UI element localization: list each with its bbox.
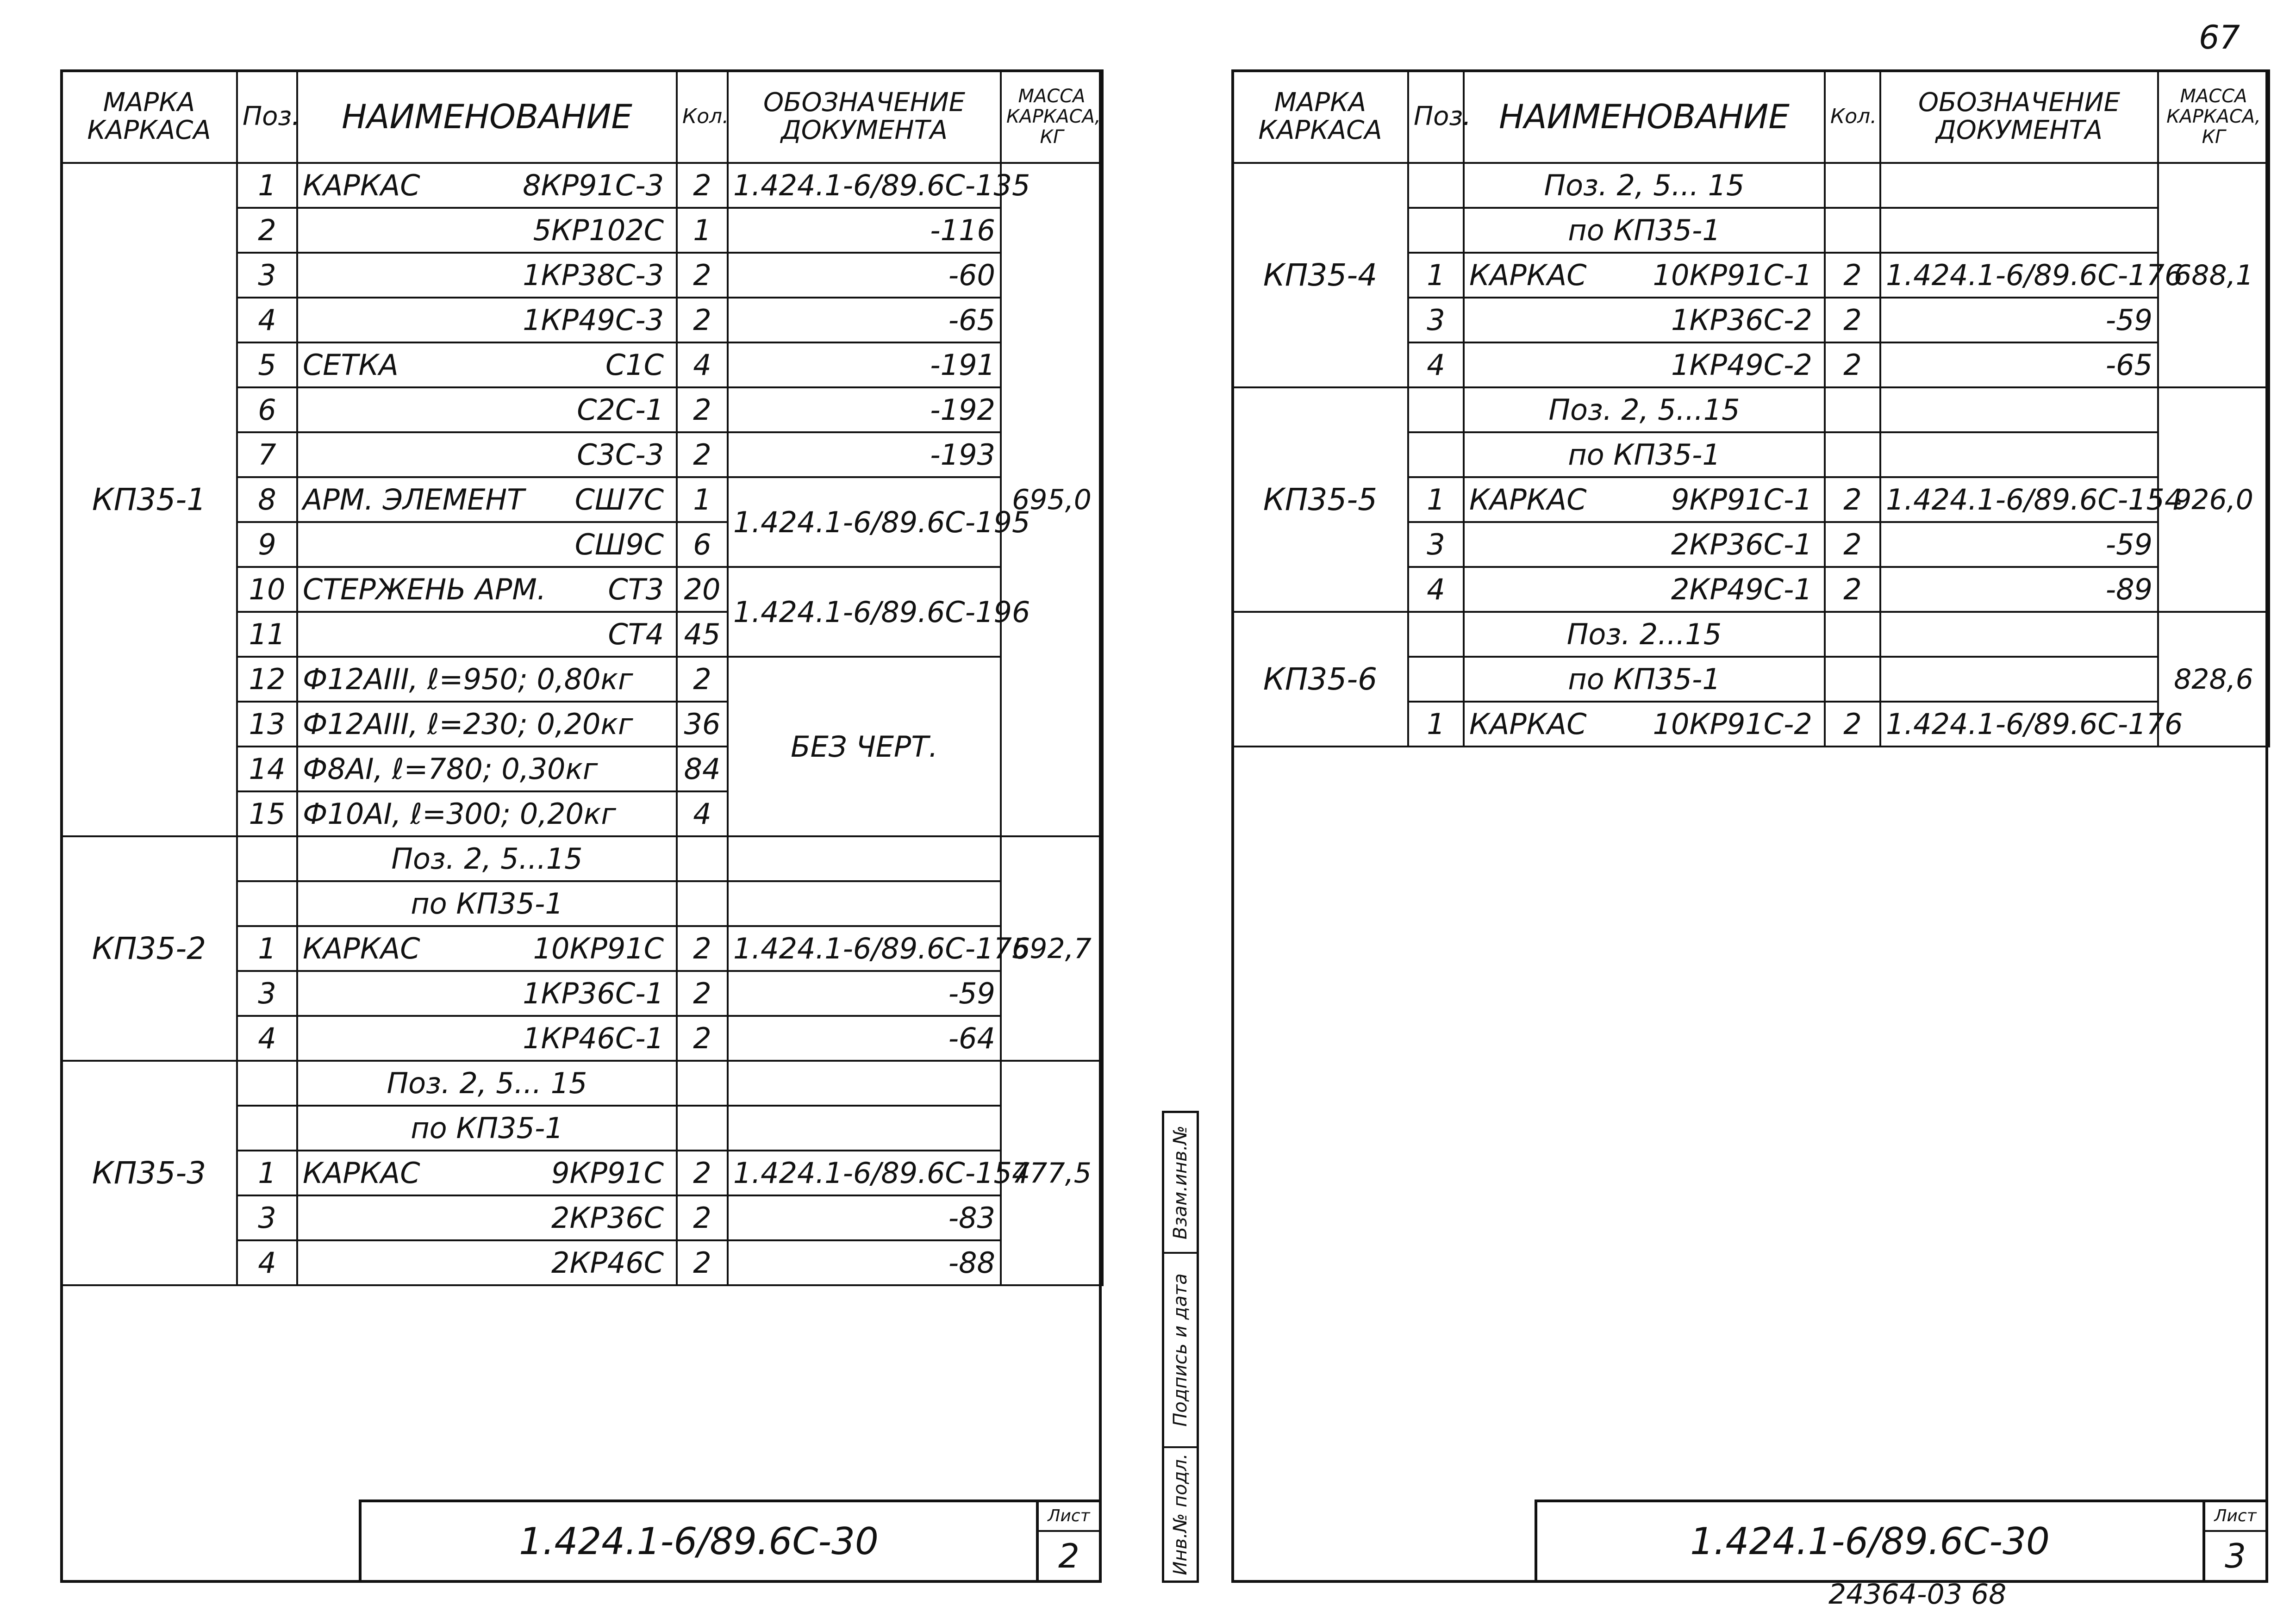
document-cell <box>1880 432 2158 477</box>
name-text: Поз. 2, 5... 15 <box>387 1066 587 1100</box>
name-cell <box>1464 567 1825 612</box>
quantity-cell: 36 <box>677 702 728 747</box>
quantity-cell: 2 <box>677 1151 728 1195</box>
document-cell <box>1880 657 2158 702</box>
quantity-cell: 2 <box>1825 522 1880 567</box>
frame-mark: КП35-3 <box>61 1061 237 1285</box>
item-code: 2КР46С <box>551 1246 664 1280</box>
header-mass: МАССА КАРКАСА, КГ <box>2158 70 2269 163</box>
name-cell <box>297 163 677 208</box>
item-code: СТ4 <box>608 617 664 651</box>
header-name: НАИМЕНОВАНИЕ <box>297 70 677 163</box>
position-cell: 3 <box>1408 298 1464 342</box>
document-cell: -65 <box>1880 342 2158 387</box>
quantity-cell: 2 <box>1825 342 1880 387</box>
name-cell <box>1464 163 1825 208</box>
item-code: 8КР91С-3 <box>523 168 664 202</box>
name-cell <box>1464 298 1825 342</box>
name-cell <box>297 791 677 836</box>
frame-mark: КП35-2 <box>61 836 237 1061</box>
position-cell: 1 <box>237 163 297 208</box>
position-cell: 6 <box>237 387 297 432</box>
name-cell <box>297 1061 677 1106</box>
item-type: КАРКАС <box>303 168 420 202</box>
name-cell <box>297 342 677 387</box>
name-cell <box>1464 612 1825 657</box>
header-name: НАИМЕНОВАНИЕ <box>1464 70 1825 163</box>
name-cell <box>297 432 677 477</box>
name-text: Поз. 2, 5... 15 <box>1544 168 1745 202</box>
name-cell <box>297 702 677 747</box>
position-cell: 4 <box>1408 567 1464 612</box>
sheet-number-right: 3 <box>2225 1537 2246 1575</box>
name-cell <box>1464 253 1825 298</box>
quantity-cell <box>677 881 728 926</box>
header-doc: ОБОЗНАЧЕНИЕ ДОКУМЕНТА <box>1880 70 2158 163</box>
name-cell <box>1464 522 1825 567</box>
item-code: 2КР36С-1 <box>1671 528 1812 561</box>
name-cell <box>297 1151 677 1195</box>
document-cell <box>728 836 1001 881</box>
document-cell <box>728 881 1001 926</box>
name-text: Ф12АIII, ℓ=230; 0,20кг <box>303 707 633 741</box>
quantity-cell: 2 <box>677 926 728 971</box>
quantity-cell: 4 <box>677 342 728 387</box>
name-cell <box>297 836 677 881</box>
position-cell: 1 <box>1408 477 1464 522</box>
position-cell: 1 <box>237 1151 297 1195</box>
frame-mass: 695,0 <box>1001 163 1103 836</box>
sheet-number-left: 2 <box>1058 1537 1079 1575</box>
name-cell <box>1464 477 1825 522</box>
item-code: 9КР91С <box>551 1156 664 1190</box>
title-block-left <box>359 1500 1102 1583</box>
item-code: 10КР91С <box>533 932 664 965</box>
name-cell <box>1464 432 1825 477</box>
header-mass: МАССА КАРКАСА, КГ <box>1001 70 1103 163</box>
document-cell: 1.424.1-6/89.6С-176 <box>1880 253 2158 298</box>
item-code: С1С <box>605 348 664 382</box>
item-code: 1КР46С-1 <box>523 1021 664 1055</box>
quantity-cell: 2 <box>1825 477 1880 522</box>
strip-label-replace: Взам.инв.№ <box>1170 1125 1191 1240</box>
item-code: С2С-1 <box>577 393 664 427</box>
name-cell <box>297 926 677 971</box>
quantity-cell: 2 <box>677 971 728 1016</box>
document-cell: -89 <box>1880 567 2158 612</box>
bottom-code: 24364-03 68 <box>1828 1578 2007 1611</box>
document-cell: 1.424.1-6/89.6С-154 <box>728 1151 1001 1195</box>
position-cell <box>1408 208 1464 253</box>
position-cell: 3 <box>237 1195 297 1240</box>
position-cell: 3 <box>237 253 297 298</box>
table-row <box>61 163 1103 208</box>
item-code: 1КР36С-2 <box>1671 303 1812 337</box>
document-cell: -59 <box>1880 298 2158 342</box>
quantity-cell: 1 <box>677 477 728 522</box>
quantity-cell: 2 <box>677 163 728 208</box>
name-cell <box>297 522 677 567</box>
position-cell: 4 <box>1408 342 1464 387</box>
name-cell <box>1464 342 1825 387</box>
position-cell: 11 <box>237 612 297 657</box>
name-text: по КП35-1 <box>1568 662 1721 696</box>
position-cell: 2 <box>237 208 297 253</box>
quantity-cell: 2 <box>677 1240 728 1285</box>
item-code: 2КР36С <box>551 1201 664 1235</box>
item-code: 5КР102С <box>533 213 664 247</box>
side-strip <box>1162 1111 1199 1583</box>
quantity-cell: 1 <box>677 208 728 253</box>
position-cell: 3 <box>1408 522 1464 567</box>
document-cell <box>1880 387 2158 432</box>
sheet-label-right: Лист <box>2205 1502 2265 1532</box>
name-text: по КП35-1 <box>411 887 563 921</box>
position-cell: 5 <box>237 342 297 387</box>
quantity-cell: 2 <box>677 1195 728 1240</box>
document-cell: 1.424.1-6/89.6С-135 <box>728 163 1001 208</box>
quantity-cell: 2 <box>1825 567 1880 612</box>
document-cell: БЕЗ ЧЕРТ. <box>728 657 1001 836</box>
position-cell <box>1408 163 1464 208</box>
table-row <box>61 1061 1103 1106</box>
name-cell <box>297 298 677 342</box>
item-type: КАРКАС <box>303 1156 420 1190</box>
item-type: СЕТКА <box>303 348 399 382</box>
name-cell <box>297 747 677 791</box>
quantity-cell <box>677 1106 728 1151</box>
quantity-cell: 6 <box>677 522 728 567</box>
header-kol: Кол. <box>1825 70 1880 163</box>
position-cell: 4 <box>237 298 297 342</box>
quantity-cell <box>1825 657 1880 702</box>
name-text: Ф12АIII, ℓ=950; 0,80кг <box>303 662 633 696</box>
position-cell: 4 <box>237 1016 297 1061</box>
position-cell: 1 <box>1408 253 1464 298</box>
position-cell <box>1408 432 1464 477</box>
name-cell <box>297 971 677 1016</box>
document-cell <box>1880 163 2158 208</box>
quantity-cell <box>1825 208 1880 253</box>
position-cell: 9 <box>237 522 297 567</box>
document-cell <box>728 1061 1001 1106</box>
item-code: 9КР91С-1 <box>1671 483 1812 516</box>
item-code: СШ7С <box>574 483 664 516</box>
name-cell <box>297 208 677 253</box>
document-cell: -59 <box>1880 522 2158 567</box>
name-cell <box>297 1016 677 1061</box>
quantity-cell: 2 <box>1825 298 1880 342</box>
name-cell <box>297 253 677 298</box>
position-cell <box>1408 612 1464 657</box>
name-cell <box>1464 702 1825 747</box>
document-cell <box>1880 208 2158 253</box>
name-text: по КП35-1 <box>1568 213 1721 247</box>
name-cell <box>297 477 677 522</box>
document-cell: -83 <box>728 1195 1001 1240</box>
strip-label-signature: Подпись и дата <box>1170 1273 1191 1427</box>
header-pos: Поз. <box>237 70 297 163</box>
position-cell: 1 <box>1408 702 1464 747</box>
position-cell <box>237 881 297 926</box>
page-number: 67 <box>2199 19 2240 56</box>
name-text: Ф10АI, ℓ=300; 0,20кг <box>303 797 616 831</box>
item-type: КАРКАС <box>1469 707 1587 741</box>
position-cell: 10 <box>237 567 297 612</box>
frame-mass: 688,1 <box>2158 163 2269 387</box>
table-row <box>61 836 1103 881</box>
document-cell <box>728 1106 1001 1151</box>
position-cell <box>237 1106 297 1151</box>
quantity-cell: 2 <box>677 253 728 298</box>
item-type: КАРКАС <box>1469 483 1587 516</box>
item-type: КАРКАС <box>303 932 420 965</box>
item-type: АРМ. ЭЛЕМЕНТ <box>303 483 524 516</box>
frame-mass: 828,6 <box>2158 612 2269 747</box>
item-code: СШ9С <box>574 528 664 561</box>
header-mark: МАРКА КАРКАСА <box>1232 70 1408 163</box>
header-mark: МАРКА КАРКАСА <box>61 70 237 163</box>
position-cell <box>237 1061 297 1106</box>
quantity-cell <box>677 836 728 881</box>
item-code: 1КР49С-3 <box>523 303 664 337</box>
header-doc: ОБОЗНАЧЕНИЕ ДОКУМЕНТА <box>728 70 1001 163</box>
sheet-label-left: Лист <box>1039 1502 1099 1532</box>
name-cell <box>297 567 677 612</box>
document-cell: 1.424.1-6/89.6С-176 <box>728 926 1001 971</box>
spec-table-right <box>1231 69 2270 747</box>
position-cell: 12 <box>237 657 297 702</box>
quantity-cell <box>1825 387 1880 432</box>
table-row <box>1232 387 2269 432</box>
position-cell <box>1408 657 1464 702</box>
name-cell <box>297 1195 677 1240</box>
name-text: Ф8АI, ℓ=780; 0,30кг <box>303 752 598 786</box>
quantity-cell: 84 <box>677 747 728 791</box>
quantity-cell: 2 <box>1825 702 1880 747</box>
position-cell: 1 <box>237 926 297 971</box>
quantity-cell <box>1825 163 1880 208</box>
name-text: Поз. 2, 5...15 <box>1548 393 1740 427</box>
quantity-cell: 2 <box>677 387 728 432</box>
item-type: КАРКАС <box>1469 258 1587 292</box>
document-cell: -59 <box>728 971 1001 1016</box>
document-cell: -116 <box>728 208 1001 253</box>
position-cell: 3 <box>237 971 297 1016</box>
quantity-cell <box>677 1061 728 1106</box>
quantity-cell <box>1825 612 1880 657</box>
name-text: Поз. 2...15 <box>1566 617 1722 651</box>
item-code: 1КР49С-2 <box>1671 348 1812 382</box>
item-code: С3С-3 <box>577 438 664 472</box>
document-cell: -191 <box>728 342 1001 387</box>
name-text: Поз. 2, 5...15 <box>391 842 583 876</box>
document-cell: 1.424.1-6/89.6С-176 <box>1880 702 2158 747</box>
item-code: 2КР49С-1 <box>1671 572 1812 606</box>
document-cell: -193 <box>728 432 1001 477</box>
frame-mark: КП35-1 <box>61 163 237 836</box>
frame-mark: КП35-5 <box>1232 387 1408 612</box>
document-cell: 1.424.1-6/89.6С-195 <box>728 477 1001 567</box>
document-cell: -192 <box>728 387 1001 432</box>
header-pos: Поз. <box>1408 70 1464 163</box>
position-cell: 8 <box>237 477 297 522</box>
frame-mark: КП35-4 <box>1232 163 1408 387</box>
name-cell <box>297 387 677 432</box>
frame-mass: 777,5 <box>1001 1061 1103 1285</box>
document-cell <box>1880 612 2158 657</box>
document-code-right: 1.424.1-6/89.6С-30 <box>1537 1502 2205 1580</box>
quantity-cell <box>1825 432 1880 477</box>
item-code: СТ3 <box>608 572 664 606</box>
name-text: по КП35-1 <box>411 1111 563 1145</box>
table-row <box>1232 612 2269 657</box>
quantity-cell: 20 <box>677 567 728 612</box>
document-cell: 1.424.1-6/89.6С-154 <box>1880 477 2158 522</box>
name-cell <box>297 881 677 926</box>
document-cell: -65 <box>728 298 1001 342</box>
item-code: 10КР91С-2 <box>1653 707 1812 741</box>
name-cell <box>297 612 677 657</box>
position-cell <box>1408 387 1464 432</box>
document-cell: -64 <box>728 1016 1001 1061</box>
quantity-cell: 2 <box>1825 253 1880 298</box>
spec-table-left <box>60 69 1104 1286</box>
position-cell: 14 <box>237 747 297 791</box>
quantity-cell: 2 <box>677 432 728 477</box>
quantity-cell: 2 <box>677 657 728 702</box>
name-cell <box>1464 657 1825 702</box>
name-cell <box>1464 387 1825 432</box>
name-cell <box>297 1106 677 1151</box>
quantity-cell: 4 <box>677 791 728 836</box>
name-cell <box>1464 208 1825 253</box>
document-cell: -60 <box>728 253 1001 298</box>
position-cell: 4 <box>237 1240 297 1285</box>
name-text: по КП35-1 <box>1568 438 1721 472</box>
document-cell: -88 <box>728 1240 1001 1285</box>
quantity-cell: 2 <box>677 298 728 342</box>
document-cell: 1.424.1-6/89.6С-196 <box>728 567 1001 657</box>
quantity-cell: 2 <box>677 1016 728 1061</box>
name-cell <box>297 1240 677 1285</box>
document-code-left: 1.424.1-6/89.6С-30 <box>362 1502 1039 1580</box>
strip-label-inventory: Инв.№ подл. <box>1170 1453 1191 1575</box>
item-code: 10КР91С-1 <box>1653 258 1812 292</box>
position-cell: 15 <box>237 791 297 836</box>
item-type: СТЕРЖЕНЬ АРМ. <box>303 572 546 606</box>
name-cell <box>297 657 677 702</box>
item-code: 1КР36С-1 <box>523 977 664 1010</box>
item-code: 1КР38С-3 <box>523 258 664 292</box>
table-row <box>1232 163 2269 208</box>
position-cell: 13 <box>237 702 297 747</box>
quantity-cell: 45 <box>677 612 728 657</box>
position-cell <box>237 836 297 881</box>
title-block-right <box>1535 1500 2268 1583</box>
frame-mass: 592,7 <box>1001 836 1103 1061</box>
frame-mass: 926,0 <box>2158 387 2269 612</box>
header-kol: Кол. <box>677 70 728 163</box>
position-cell: 7 <box>237 432 297 477</box>
frame-mark: КП35-6 <box>1232 612 1408 747</box>
